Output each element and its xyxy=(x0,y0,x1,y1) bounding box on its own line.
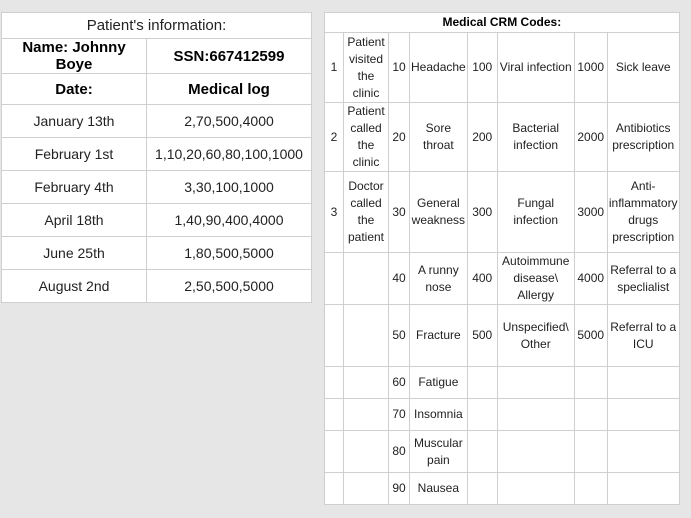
code-desc-cell[interactable]: Insomnia xyxy=(410,399,468,431)
log-cell[interactable]: 2,50,500,5000 xyxy=(147,270,312,303)
code-cell[interactable]: 2 xyxy=(325,103,344,172)
date-cell[interactable]: February 4th xyxy=(2,171,147,204)
code-desc-cell[interactable]: Sick leave xyxy=(607,33,679,103)
code-desc-cell[interactable] xyxy=(607,367,679,399)
medical-codes-title[interactable]: Medical CRM Codes: xyxy=(325,13,680,33)
code-cell[interactable] xyxy=(325,431,344,473)
patient-info-table xyxy=(1,12,312,303)
code-desc-cell[interactable] xyxy=(344,431,389,473)
code-cell[interactable]: 2000 xyxy=(574,103,607,172)
code-cell[interactable] xyxy=(467,473,497,505)
code-desc-cell[interactable]: Patient called the clinic xyxy=(344,103,389,172)
code-desc-cell[interactable]: Muscular pain xyxy=(410,431,468,473)
code-cell[interactable] xyxy=(325,367,344,399)
log-cell[interactable]: 1,10,20,60,80,100,1000 xyxy=(147,138,312,171)
code-cell[interactable]: 3000 xyxy=(574,172,607,253)
code-desc-cell[interactable]: Fatigue xyxy=(410,367,468,399)
code-desc-cell[interactable] xyxy=(344,367,389,399)
code-cell[interactable]: 80 xyxy=(389,431,410,473)
log-cell[interactable]: 1,40,90,400,4000 xyxy=(147,204,312,237)
code-desc-cell[interactable] xyxy=(344,473,389,505)
code-cell[interactable]: 4000 xyxy=(574,253,607,305)
date-cell[interactable]: February 1st xyxy=(2,138,147,171)
code-desc-cell[interactable]: General weakness xyxy=(410,172,468,253)
code-cell[interactable]: 20 xyxy=(389,103,410,172)
code-desc-cell[interactable]: Unspecified\ Other xyxy=(497,305,574,367)
code-cell[interactable]: 90 xyxy=(389,473,410,505)
code-desc-cell[interactable]: Headache xyxy=(410,33,468,103)
code-cell[interactable] xyxy=(467,431,497,473)
code-desc-cell[interactable]: Patient visited the clinic xyxy=(344,33,389,103)
code-desc-cell[interactable] xyxy=(497,431,574,473)
code-desc-cell[interactable]: Fracture xyxy=(410,305,468,367)
code-cell[interactable]: 60 xyxy=(389,367,410,399)
code-cell[interactable]: 500 xyxy=(467,305,497,367)
code-desc-cell[interactable]: Anti-inflammatory drugs prescription xyxy=(607,172,679,253)
code-cell[interactable]: 1 xyxy=(325,33,344,103)
patient-info-title[interactable]: Patient's information: xyxy=(2,13,312,39)
code-desc-cell[interactable] xyxy=(607,473,679,505)
code-desc-cell[interactable]: Bacterial infection xyxy=(497,103,574,172)
code-desc-cell[interactable] xyxy=(607,399,679,431)
date-header-cell[interactable]: Date: xyxy=(2,74,147,105)
log-cell[interactable]: 1,80,500,5000 xyxy=(147,237,312,270)
code-desc-cell[interactable] xyxy=(344,253,389,305)
code-cell[interactable]: 300 xyxy=(467,172,497,253)
code-desc-cell[interactable]: Sore throat xyxy=(410,103,468,172)
code-desc-cell[interactable]: Referral to a speclialist xyxy=(607,253,679,305)
code-desc-cell[interactable]: Viral infection xyxy=(497,33,574,103)
patient-name-cell[interactable]: Name: Johnny Boye xyxy=(2,39,147,74)
top-toolbar-strip xyxy=(0,0,691,11)
code-cell[interactable] xyxy=(467,367,497,399)
code-desc-cell[interactable]: Antibiotics prescription xyxy=(607,103,679,172)
code-cell[interactable]: 50 xyxy=(389,305,410,367)
code-desc-cell[interactable] xyxy=(497,367,574,399)
date-cell[interactable]: January 13th xyxy=(2,105,147,138)
code-desc-cell[interactable]: Fungal infection xyxy=(497,172,574,253)
code-cell[interactable] xyxy=(325,399,344,431)
code-desc-cell[interactable] xyxy=(344,305,389,367)
code-cell[interactable]: 400 xyxy=(467,253,497,305)
log-cell[interactable]: 3,30,100,1000 xyxy=(147,171,312,204)
date-cell[interactable]: June 25th xyxy=(2,237,147,270)
date-cell[interactable]: April 18th xyxy=(2,204,147,237)
code-cell[interactable]: 30 xyxy=(389,172,410,253)
code-cell[interactable]: 100 xyxy=(467,33,497,103)
log-header-cell[interactable]: Medical log xyxy=(147,74,312,105)
date-cell[interactable]: August 2nd xyxy=(2,270,147,303)
code-desc-cell[interactable]: Referral to a ICU xyxy=(607,305,679,367)
code-cell[interactable]: 40 xyxy=(389,253,410,305)
code-cell[interactable] xyxy=(574,367,607,399)
code-cell[interactable]: 70 xyxy=(389,399,410,431)
code-desc-cell[interactable] xyxy=(497,399,574,431)
code-cell[interactable] xyxy=(574,431,607,473)
code-cell[interactable]: 200 xyxy=(467,103,497,172)
code-cell[interactable] xyxy=(467,399,497,431)
code-cell[interactable] xyxy=(574,399,607,431)
code-desc-cell[interactable]: Doctor called the patient xyxy=(344,172,389,253)
code-cell[interactable]: 1000 xyxy=(574,33,607,103)
code-desc-cell[interactable]: A runny nose xyxy=(410,253,468,305)
code-desc-cell[interactable]: Nausea xyxy=(410,473,468,505)
code-cell[interactable]: 5000 xyxy=(574,305,607,367)
medical-codes-table xyxy=(324,12,680,505)
code-desc-cell[interactable] xyxy=(344,399,389,431)
code-cell[interactable] xyxy=(325,473,344,505)
log-cell[interactable]: 2,70,500,4000 xyxy=(147,105,312,138)
patient-ssn-cell[interactable]: SSN:667412599 xyxy=(147,39,312,74)
code-cell[interactable] xyxy=(325,253,344,305)
code-cell[interactable]: 3 xyxy=(325,172,344,253)
code-cell[interactable] xyxy=(325,305,344,367)
code-desc-cell[interactable] xyxy=(497,473,574,505)
code-desc-cell[interactable]: Autoimmune disease\ Allergy xyxy=(497,253,574,305)
code-cell[interactable] xyxy=(574,473,607,505)
code-desc-cell[interactable] xyxy=(607,431,679,473)
code-cell[interactable]: 10 xyxy=(389,33,410,103)
